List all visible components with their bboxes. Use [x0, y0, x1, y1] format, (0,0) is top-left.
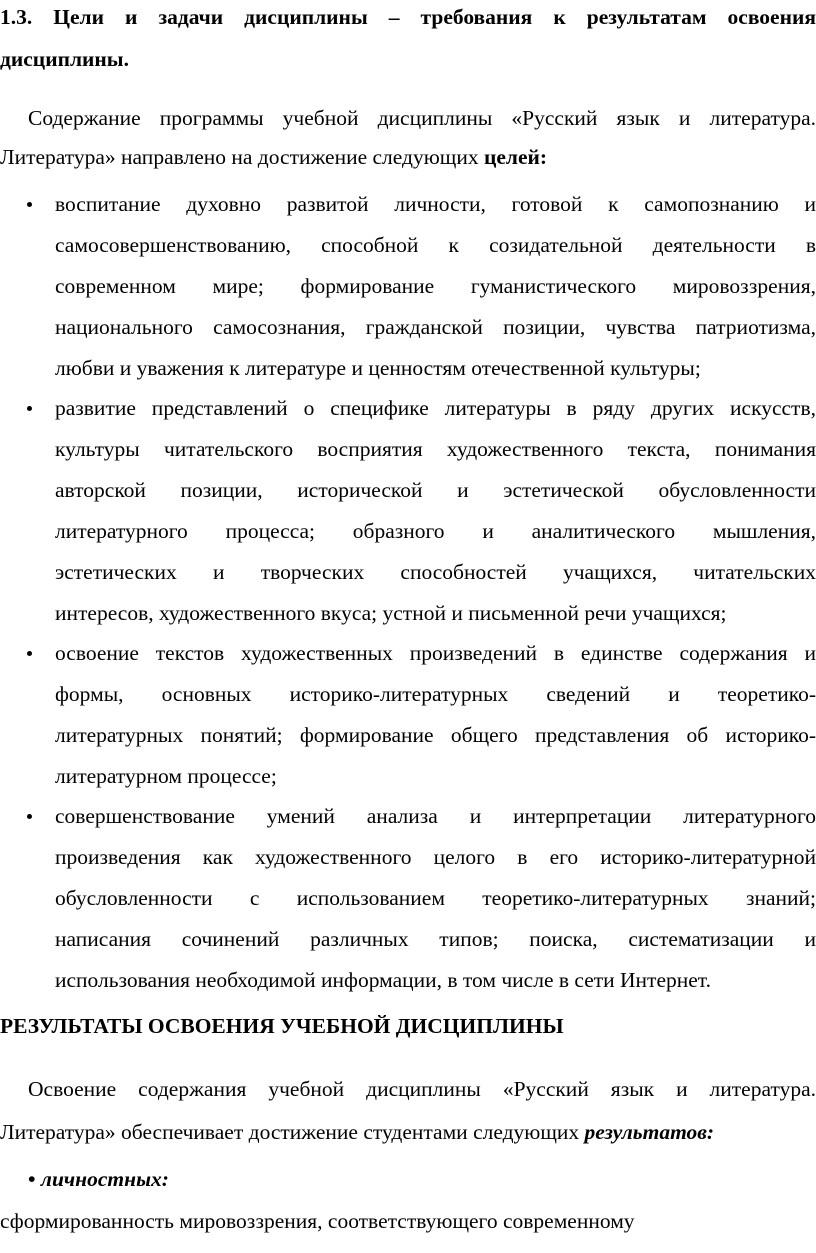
personal-result-line: сформированность мировоззрения, соответствующего современному — [0, 1209, 635, 1233]
personal-results-heading — [28, 1166, 169, 1192]
bullet-icon — [27, 651, 32, 656]
personal-results-label: личностных: — [40, 1167, 169, 1191]
section-heading-line-2: дисциплины. — [0, 47, 129, 71]
bullet-icon — [27, 406, 32, 411]
section-heading-line-1: 1.3. Цели и задачи дисциплины – требования к результатам освоения — [0, 5, 816, 29]
results-intro-line-1: Освоение содержания учебной дисциплины «Русский язык и литература. — [28, 1077, 816, 1101]
goal-line: интересов, художественного вкуса; устной и письменной речи учащихся; — [55, 601, 727, 625]
goal-line: литературного процесса; образного и аналитического мышления, — [55, 519, 816, 543]
goal-line: развитие представлений о специфике литературы в ряду других искусств, — [55, 396, 816, 420]
goal-line: литературном процессе; — [55, 764, 277, 788]
goal-line: произведения как художественного целого в его историко-литературной — [55, 845, 816, 869]
goal-line: современном мире; формирование гуманистического мировоззрения, — [55, 274, 816, 298]
bullet-icon — [27, 814, 32, 819]
goal-line: воспитание духовно развитой личности, готовой к самопознанию и — [55, 192, 816, 216]
goal-line: авторской позиции, исторической и эстетической обусловленности — [55, 478, 816, 502]
goal-line: обусловленности с использованием теоретико-литературных знаний; — [55, 886, 816, 910]
results-keyword: результатов: — [584, 1120, 715, 1144]
intro-line-2-text: Литература» направлено на достижение следующих — [0, 145, 484, 169]
goal-line: самосовершенствованию, способной к созидательной деятельности в — [55, 233, 816, 257]
goal-line: использования необходимой информации, в том числе в сети Интернет. — [55, 968, 711, 992]
goal-line: совершенствование умений анализа и интерпретации литературного — [55, 804, 816, 828]
goal-line: освоение текстов художественных произведений в единстве содержания и — [55, 641, 816, 665]
goal-line: эстетических и творческих способностей учащихся, читательских — [55, 560, 816, 584]
bullet-icon: • — [28, 1167, 36, 1191]
goal-line: культуры читательского восприятия художественного текста, понимания — [55, 437, 816, 461]
goal-line: написания сочинений различных типов; поиска, систематизации и — [55, 927, 816, 951]
goal-line: литературных понятий; формирование общего представления об историко- — [55, 723, 816, 747]
results-intro-line-2 — [0, 1119, 714, 1145]
goals-keyword: целей: — [483, 145, 548, 169]
goal-line: формы, основных историко-литературных сведений и теоретико- — [55, 682, 816, 706]
intro-line-2 — [0, 144, 547, 170]
bullet-icon — [27, 202, 32, 207]
goal-line: национального самосознания, гражданской позиции, чувства патриотизма, — [55, 315, 816, 339]
intro-line-1: Содержание программы учебной дисциплины «Русский язык и литература. — [28, 106, 816, 130]
results-intro-line-2-text: Литература» обеспечивает достижение студентами следующих — [0, 1120, 585, 1144]
results-heading: РЕЗУЛЬТАТЫ ОСВОЕНИЯ УЧЕБНОЙ ДИСЦИПЛИНЫ — [0, 1014, 564, 1038]
goal-line: любви и уважения к литературе и ценностям отечественной культуры; — [55, 356, 701, 380]
